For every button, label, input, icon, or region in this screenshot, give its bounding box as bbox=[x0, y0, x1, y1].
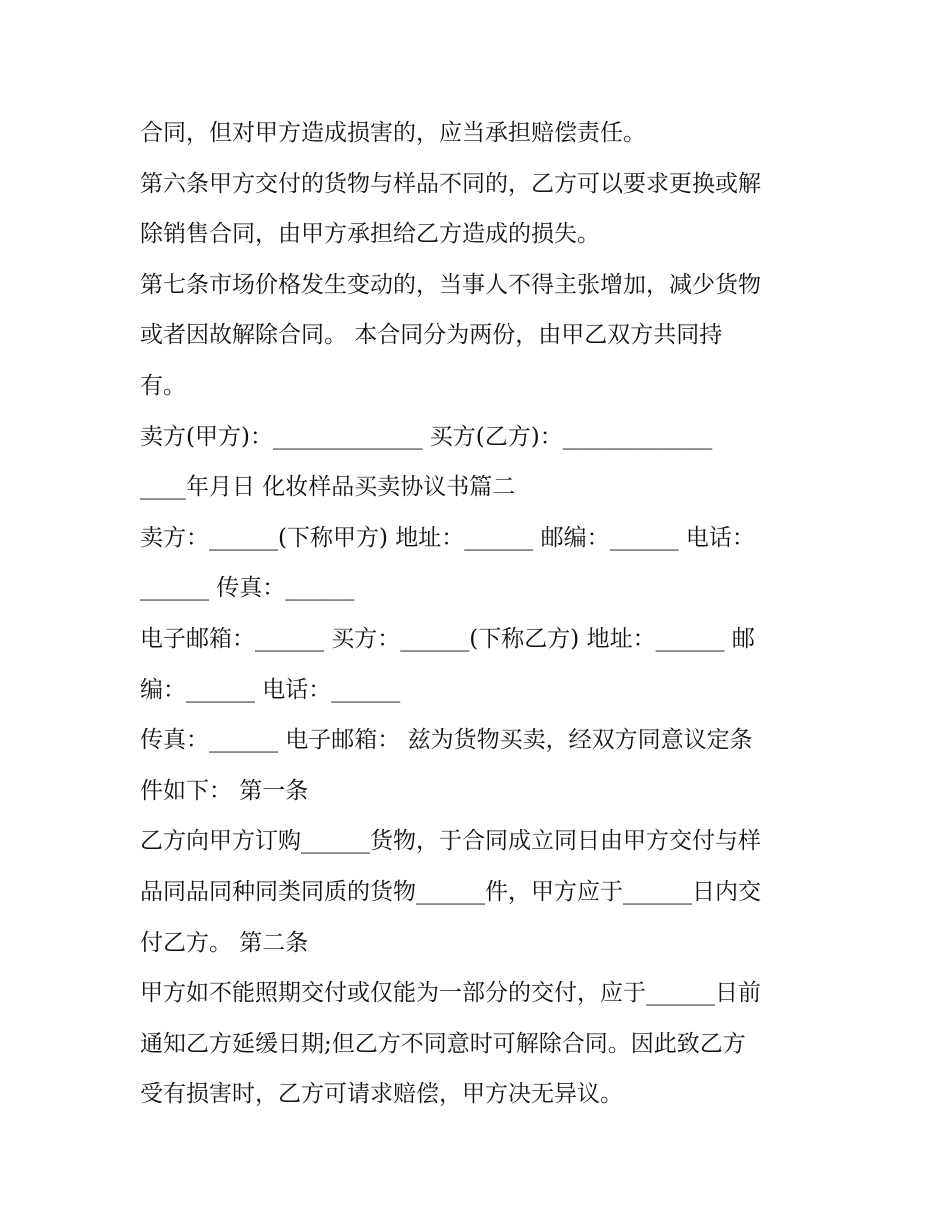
text-line: 受有损害时，乙方可请求赔偿，甲方决无异议。 bbox=[140, 1081, 623, 1108]
text-line: 通知乙方延缓日期;但乙方不同意时可解除合同。因此致乙方 bbox=[140, 1030, 746, 1057]
text-line: 乙方向甲方订购______货物，于合同成立同日由甲方交付与样 bbox=[140, 828, 761, 855]
text-line: 品同品同种同类同质的货物______件，甲方应于______日内交 bbox=[140, 878, 761, 905]
article-heading-line: 付乙方。 第二条 bbox=[140, 929, 309, 956]
text-line: 第六条甲方交付的货物与样品不同的，乙方可以要求更换或解 bbox=[140, 170, 761, 197]
text-line: 或者因故解除合同。 本合同分为两份，由甲乙双方共同持 bbox=[140, 322, 723, 349]
article-heading-line: 件如下： 第一条 bbox=[140, 777, 309, 804]
buyer-info-line: 电子邮箱：______ 买方：______(下称乙方) 地址：______ 邮 bbox=[140, 625, 755, 652]
contract-text-block bbox=[140, 108, 820, 1120]
text-line: 有。 bbox=[140, 372, 186, 399]
buyer-contact-line: 编：______ 电话：______ bbox=[140, 676, 401, 703]
signature-line: 卖方(甲方)：_____________ 买方(乙方)：_____________ bbox=[140, 423, 713, 450]
seller-info-line: 卖方：______(下称甲方) 地址：______ 邮编：______ 电话： bbox=[140, 524, 755, 551]
text-line: 传真：______ 电子邮箱： 兹为货物买卖，经双方同意议定条 bbox=[140, 727, 753, 754]
text-line: 合同，但对甲方造成损害的，应当承担赔偿责任。 bbox=[140, 120, 646, 146]
date-and-section-title-line: ____年月日 化妆样品买卖协议书篇二 bbox=[140, 474, 516, 501]
text-line: 除销售合同，由甲方承担给乙方造成的损失。 bbox=[140, 221, 600, 248]
text-line: 甲方如不能照期交付或仅能为一部分的交付，应于______日前 bbox=[140, 980, 761, 1007]
text-line: 第七条市场价格发生变动的，当事人不得主张增加，减少货物 bbox=[140, 271, 761, 298]
seller-fax-line: ______ 传真：______ bbox=[140, 575, 355, 602]
